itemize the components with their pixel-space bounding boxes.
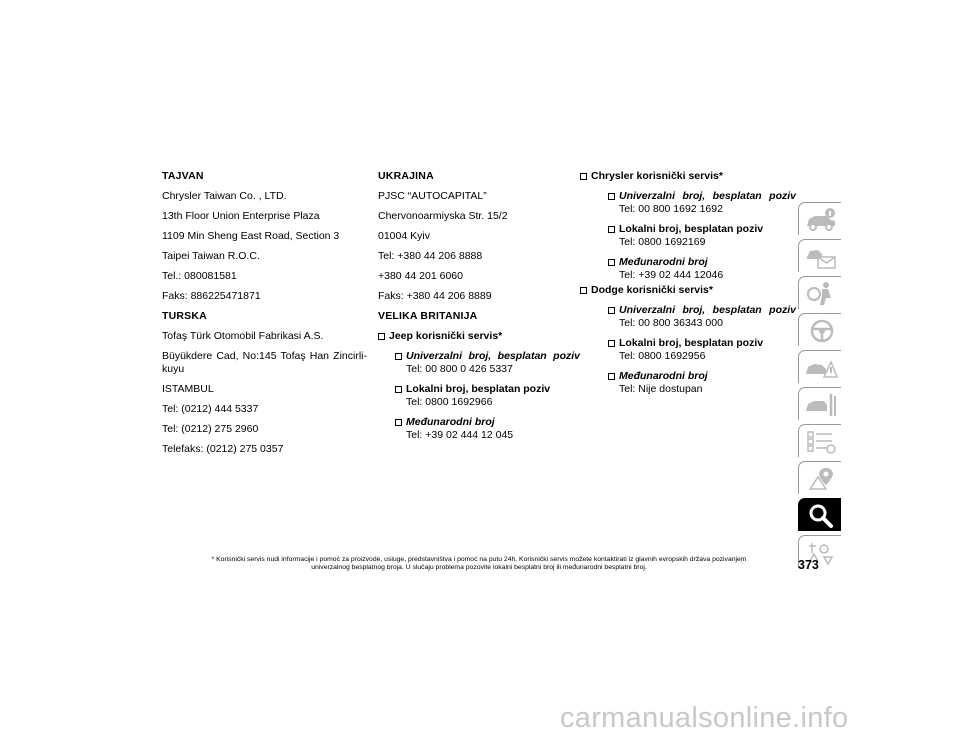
- watermark: carmanualsonline.info: [560, 702, 849, 734]
- footnote-line: univerzalnog besplatnog broja. U slučaju problema pozovite lokalni besplatni broj ili međunarodni besplatni broj.: [311, 564, 647, 571]
- address-line: Chrysler Taiwan Co. , LTD.: [162, 190, 287, 202]
- car-crash-icon: [804, 354, 838, 381]
- address-line: 01004 Kyiv: [378, 230, 430, 242]
- address-line: PJSC “AUTOCAPITAL”: [378, 190, 487, 202]
- item-phone: Tel: 00 800 36343 000: [619, 317, 723, 329]
- fax-line: Faks: +380 44 206 8889: [378, 290, 492, 302]
- checkbox-square-icon: [580, 173, 587, 180]
- checkbox-square-icon: [608, 193, 615, 200]
- jeep-universal-item: [395, 350, 580, 376]
- address-line: Tofaş Türk Otomobil Fabrikasi A.S.: [162, 330, 324, 342]
- checkbox-square-icon: [608, 226, 615, 233]
- chrysler-international-item: [608, 256, 796, 282]
- item-phone: Tel: 0800 1692966: [406, 396, 493, 408]
- item-phone: Tel: 0800 1692169: [619, 236, 706, 248]
- checkbox-square-icon: [608, 259, 615, 266]
- checkbox-square-icon: [395, 386, 402, 393]
- chrysler-universal-item: [608, 190, 796, 216]
- tab-driving[interactable]: [798, 313, 841, 346]
- footnote-line: * Korisnički servis nudi informacije i pomoć za proizvode, usluge, predstavništva i pomoć na putu 24h. Korisnički servis možete kontaktirati iz glavnih evropskih država pozivanjem: [211, 556, 747, 563]
- jeep-service-bullet: [378, 330, 580, 343]
- dodge-service-bullet: [580, 284, 796, 297]
- chrysler-service-bullet: [580, 170, 796, 183]
- page-number: 373: [798, 558, 819, 572]
- item-label: Lokalni broj, besplatan poziv: [406, 383, 551, 395]
- jeep-international-item: [395, 416, 580, 442]
- checkbox-square-icon: [395, 353, 402, 360]
- checkbox-square-icon: [580, 287, 587, 294]
- jeep-local-item: [395, 383, 580, 409]
- footnote: [168, 556, 790, 572]
- address-line: 13th Floor Union Enterprise Plaza: [162, 210, 320, 222]
- chrysler-local-item: [608, 223, 796, 249]
- fax-line: Faks: 886225471871: [162, 290, 261, 302]
- phone-line: +380 44 201 6060: [378, 270, 463, 282]
- item-label: Međunarodni broj: [406, 416, 495, 428]
- item-label: Lokalni broj, besplatan poziv: [619, 223, 764, 235]
- phone-line: Tel.: 080081581: [162, 270, 237, 282]
- tab-specifications[interactable]: [798, 424, 841, 457]
- checkbox-square-icon: [395, 419, 402, 426]
- dodge-international-item: [608, 370, 796, 396]
- item-phone: Tel: 00 800 1692 1692: [619, 203, 723, 215]
- column-right: [593, 170, 796, 403]
- chapter-tabs: [798, 202, 841, 572]
- steering-wheel-icon: [804, 317, 838, 344]
- item-label: Međunarodni broj: [619, 256, 708, 268]
- address-line: Taipei Taiwan R.O.C.: [162, 250, 260, 262]
- car-info-icon: [804, 206, 838, 233]
- item-phone: Tel: +39 02 444 12 045: [406, 429, 514, 441]
- item-phone: Tel: +39 02 444 12046: [619, 269, 724, 281]
- tab-index[interactable]: [798, 498, 841, 531]
- checklist-icon: [804, 428, 838, 455]
- phone-line: Tel: (0212) 275 2960: [162, 423, 259, 435]
- map-pin-icon: [804, 465, 838, 492]
- item-label: Univerzalni broj, besplatan poziv: [619, 190, 796, 202]
- chrysler-service-title: Chrysler korisnički servis*: [591, 170, 723, 182]
- dodge-local-item: [608, 337, 796, 363]
- item-label: Univerzalni broj, besplatan poziv: [406, 350, 580, 362]
- phone-line: Tel: +380 44 206 8888: [378, 250, 483, 262]
- item-label: Univerzalni broj, besplatan poziv: [619, 304, 796, 316]
- address-line: Büyükdere Cad, No:145 Tofaş Han Zincirli-kuyu: [162, 350, 367, 375]
- address-line: ISTAMBUL: [162, 383, 214, 395]
- dodge-universal-item: [608, 304, 796, 330]
- jeep-service-title: Jeep korisnički servis*: [389, 330, 503, 342]
- dodge-service-title: Dodge korisnički servis*: [591, 284, 713, 296]
- heading-ukrajina: UKRAJINA: [378, 170, 434, 182]
- tab-multimedia[interactable]: [798, 461, 841, 494]
- address-line: 1109 Min Sheng East Road, Section 3: [162, 230, 340, 242]
- heading-tajvan: TAJVAN: [162, 170, 204, 182]
- address-line: Chervonoarmiyska Str. 15/2: [378, 210, 508, 222]
- airbag-person-icon: [804, 280, 838, 307]
- fax-line: Telefaks: (0212) 275 0357: [162, 443, 284, 455]
- checkbox-square-icon: [608, 307, 615, 314]
- checkbox-square-icon: [608, 373, 615, 380]
- checkbox-square-icon: [378, 333, 385, 340]
- phone-line: Tel: (0212) 444 5337: [162, 403, 259, 415]
- tab-car-messages[interactable]: [798, 239, 841, 272]
- item-label: Lokalni broj, besplatan poziv: [619, 337, 764, 349]
- heading-turska: TURSKA: [162, 310, 207, 322]
- column-left: [162, 170, 367, 463]
- heading-velika-britanija: VELIKA BRITANIJA: [378, 310, 478, 322]
- tab-car-info[interactable]: [798, 202, 841, 235]
- car-envelope-icon: [804, 243, 838, 270]
- item-label: Međunarodni broj: [619, 370, 708, 382]
- column-middle: [378, 170, 580, 449]
- tab-emergency[interactable]: [798, 350, 841, 383]
- checkbox-square-icon: [608, 340, 615, 347]
- car-tools-icon: [804, 391, 838, 418]
- tab-safety[interactable]: [798, 276, 841, 309]
- item-phone: Tel: 00 800 0 426 5337: [406, 363, 513, 375]
- item-phone: Tel: Nije dostupan: [619, 383, 703, 395]
- magnifier-icon: [804, 502, 838, 529]
- tab-maintenance[interactable]: [798, 387, 841, 420]
- item-phone: Tel: 0800 1692956: [619, 350, 706, 362]
